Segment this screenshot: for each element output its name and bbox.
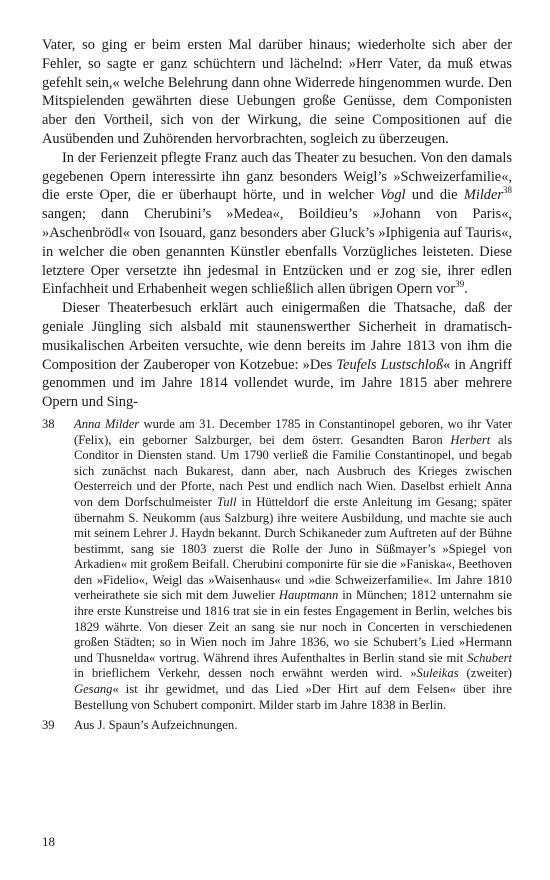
italic-text: Teufels Lustschloß <box>336 356 444 373</box>
paragraph <box>42 299 512 412</box>
footnote <box>42 718 512 734</box>
main-text <box>42 36 512 412</box>
footnote-ref: 38 <box>503 185 512 196</box>
page <box>42 36 512 739</box>
italic-text: Vogl <box>379 187 406 204</box>
italic-text: Gesang <box>74 682 113 697</box>
italic-text: Tull <box>216 494 237 509</box>
italic-text: Schubert <box>467 650 512 665</box>
footnotes <box>42 417 512 734</box>
text-run: « ist ihr gewidmet, und das Lied »Der Hirt auf dem Felsen« über ihre Bestellung von Schubert componirt. Milder starb im Jahre 1838 in Berlin. <box>74 682 512 712</box>
text-run: in Hütteldorf die erste Anleitung im Gesang; später übernahm S. Neukomm (aus Salzburg) ihre weitere Ausbildung, und machte sie auch mit seinem Lehrer J. Haydn bekannt. Durch Schikaneder zum Auftreten auf der Bühne bestimmt, sang sie 1803 zuerst die Rolle der Juno in Süßmayer’s »Spiegel von Arkadien« mit großem Beifall. Cherubini componirte für sie die »Faniska«, Beethoven den »Fidelio«, Weigl das »Waisenhaus« und »die Schweizerfamilie«. Im Jahre 1810 verheirathete sie sich mit dem Juwelier <box>74 494 512 603</box>
text-run: und die <box>405 187 464 204</box>
italic-text: Herbert <box>450 432 491 447</box>
italic-text: Anna Milder <box>74 416 140 431</box>
paragraph <box>42 149 512 299</box>
paragraph <box>42 36 512 149</box>
italic-text: Suleikas <box>416 666 459 681</box>
page-number: 18 <box>42 834 55 849</box>
italic-text: Milder <box>463 187 503 204</box>
footnote-number: 38 <box>42 416 55 431</box>
text-run: sangen; dann Cherubini’s »Medea«, Boildieu’s »Johann von Paris«, »Aschenbrödl« von Isouard, ganz besonders aber Gluck’s »Iphigenia auf Tauris«, in welcher die oben genannten Künstler ebenfalls Vorzügliches leisteten. Diese letztere Oper versetzte ihn jedesmal in Entzücken und er zog sie, ihrer edlen Einfachheit und Erhabenheit wegen schließlich allen übrigen Opern vor <box>42 206 512 298</box>
italic-text: Hauptmann <box>278 588 339 603</box>
text-run: Vater, so ging er beim ersten Mal darüber hinaus; wiederholte sich aber der Fehler, so sagte er ganz schüchtern und lächelnd: »Herr Vater, da muß etwas gefehlt sein,« welche Belehrung dann ohne Widerrede hingenommen wurde. Den Mitspielenden gewährten diese Uebungen große Genüsse, dem Componisten aber den Vortheil, sich von der Wirkung, die seine Compositionen auf die Ausübenden und Zuhörenden hervorbrachten, sogleich zu überzeugen. <box>42 37 512 147</box>
text-run: wurde am 31. December 1785 in Constantinopel geboren, wo ihr Vater (Felix), ein geborner Salzburger, bei dem österr. Gesandten Baron <box>74 416 512 447</box>
text-run: als Conditor in Diensten stand. Um 1790 verließ die Familie Constantinopel, und begab sich zunächst nach Bukarest, dann aber, nach Ausbruch des Krieges zwischen Oesterreich und der Pforte, nach Pest und endlich nach Wien. Daselbst erhielt Anna von dem Dorfschulmeister <box>74 432 513 509</box>
text-run: Aus J. Spaun’s Aufzeichnungen. <box>74 718 238 733</box>
footnote <box>42 417 512 713</box>
text-run: Dieser Theaterbesuch erklärt auch einigermaßen die Thatsache, daß der geniale Jüngling sich alsbald mit staunenswerther Sicherheit in dramatisch-musikalischen Arbeiten versuchte, wie denn bereits im Jahre 1813 von ihm die Composition der Zauberoper von Kotzebue: »Des <box>42 300 512 373</box>
footnote-number: 39 <box>42 718 55 733</box>
text-run: in München; 1812 unternahm sie ihre erste Kunstreise und 1816 trat sie in ein festes Engagement in Berlin, welches bis 1829 währte. Von dieser Zeit an sang sie nur noch in Concerten in verschiedenen großen Städten; so in Wien noch im Jahre 1836, wo sie Schubert’s Lied »Hermann und Thusnelda« vortrug. Während ihres Aufenthaltes in Berlin stand sie mit <box>74 588 512 665</box>
text-run: « in Angriff genommen und im Jahre 1814 vollendet wurde, im Jahre 1815 aber mehrere Opern und Sing- <box>42 356 513 411</box>
footnote-text <box>74 718 512 734</box>
text-run: (zweiter) <box>458 666 513 681</box>
text-run: in brieflichem Verkehr, dessen noch erwähnt werden wird. » <box>74 666 417 681</box>
footnote-text <box>74 417 512 713</box>
footnote-ref: 39 <box>455 279 465 290</box>
text-run: In der Ferienzeit pflegte Franz auch das Theater zu besuchen. Von den damals gegebenen Opern interessirte ihn ganz besonders Weigl’s »Schweizerfamilie«, die erste Oper, die er überhaupt hörte, und in welcher <box>42 149 512 204</box>
text-run: . <box>464 281 468 298</box>
